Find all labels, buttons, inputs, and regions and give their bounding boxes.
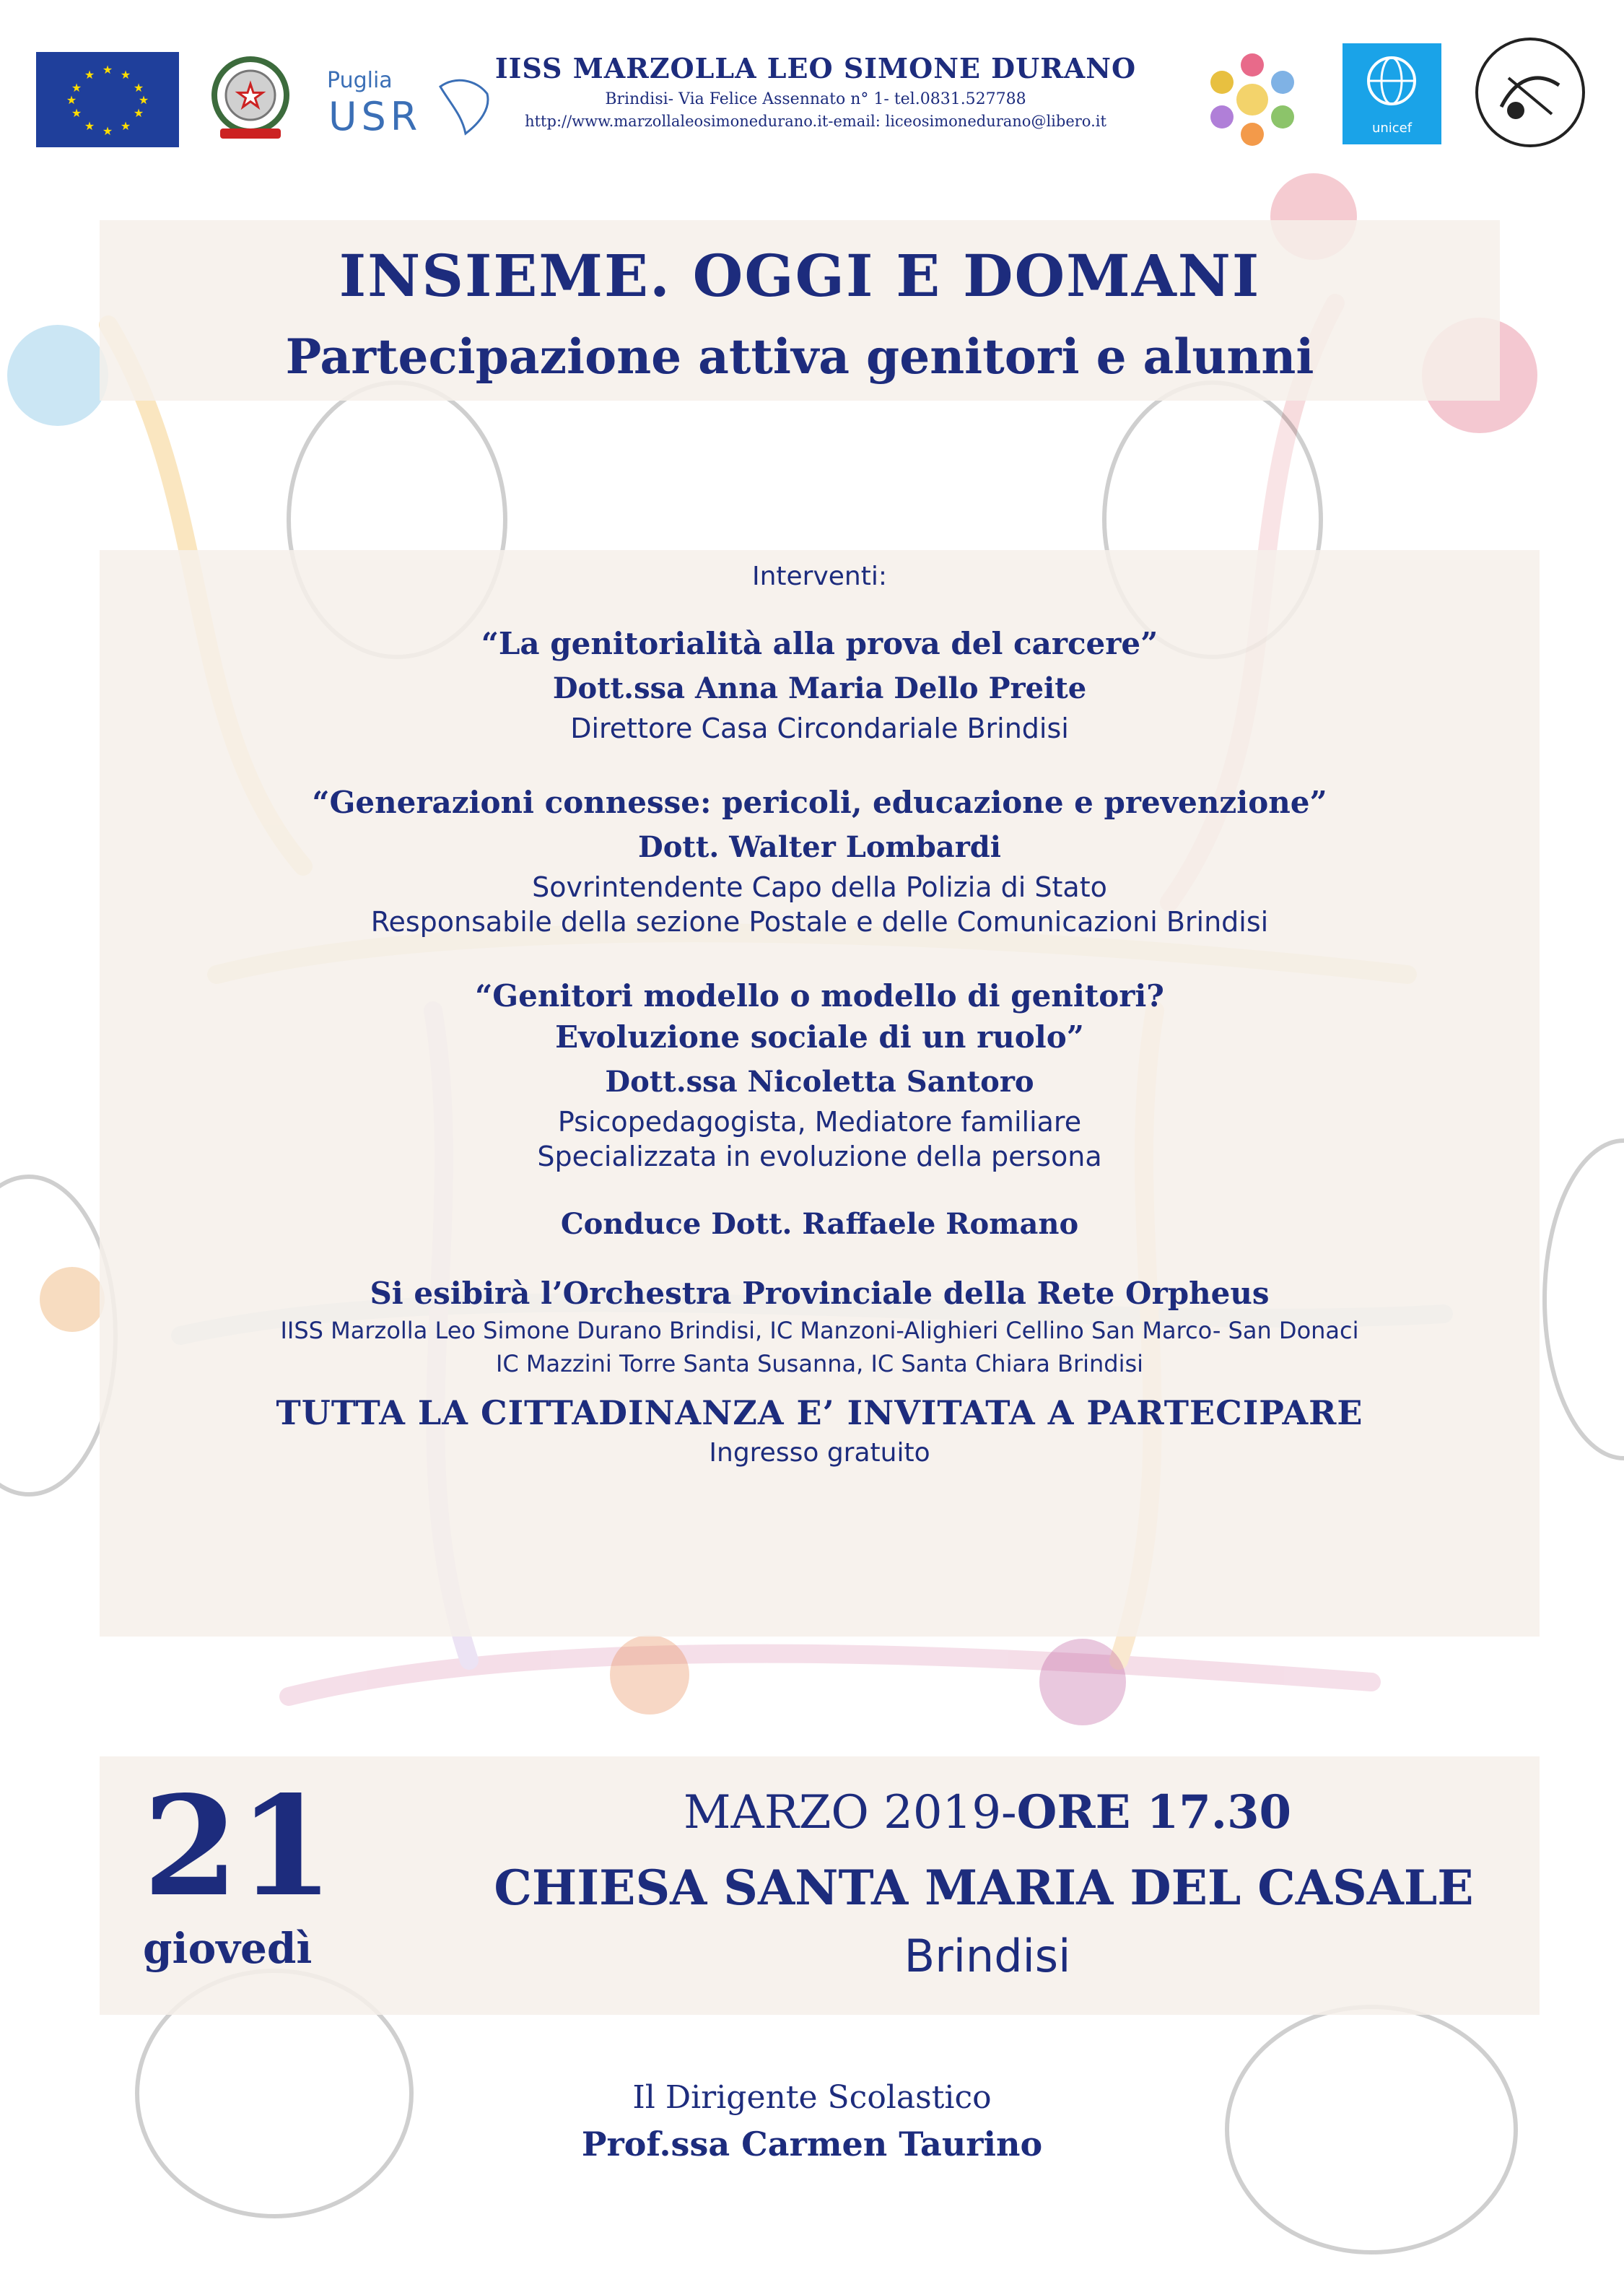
eu-stars-icon xyxy=(36,52,179,147)
school-address: Brindisi- Via Felice Assennato n° 1- tel.0831.527788 xyxy=(605,90,1026,108)
talks-list xyxy=(100,550,1540,1468)
title-band xyxy=(100,220,1500,401)
talk-role: Responsabile della sezione Postale e delle Comunicazioni Brindisi xyxy=(370,906,1269,938)
school-web-email: http://www.marzollaleosimonedurano.it-email: liceosimonedurano@libero.it xyxy=(525,113,1106,130)
talk-title: “Genitori modello o modello di genitori? xyxy=(475,978,1164,1014)
talk-speaker: Dott.ssa Anna Maria Dello Preite xyxy=(552,671,1087,705)
event-details-band xyxy=(100,1756,1540,2015)
svg-text:★: ★ xyxy=(120,119,131,133)
talks-label: Interventi: xyxy=(751,562,887,591)
entry-note: Ingresso gratuito xyxy=(709,1438,930,1468)
orchestra-schools-line: IC Mazzini Torre Santa Susanna, IC Santa Chiara Brindisi xyxy=(495,1350,1144,1377)
usr-puglia-logo xyxy=(321,65,494,144)
talk-title-continued: Evoluzione sociale di un ruolo” xyxy=(555,1019,1084,1055)
svg-text:★: ★ xyxy=(102,124,113,138)
svg-text:★: ★ xyxy=(236,78,265,115)
talk-speaker: Dott. Walter Lombardi xyxy=(638,830,1001,864)
puglia-region-icon xyxy=(437,72,494,137)
orchestra-schools-line: IISS Marzolla Leo Simone Durano Brindisi, IC Manzoni-Alighieri Cellino San Marco- San Donaci xyxy=(280,1317,1359,1344)
talk-title: “Generazioni connesse: pericoli, educazione e prevenzione” xyxy=(312,785,1327,820)
event-title: INSIEME. OGGI E DOMANI xyxy=(339,242,1261,310)
talk-role: Sovrintendente Capo della Polizia di Stato xyxy=(532,871,1107,903)
svg-text:★: ★ xyxy=(102,63,113,77)
italian-republic-emblem xyxy=(206,51,296,144)
event-datetime xyxy=(446,1785,1529,1839)
event-subtitle: Partecipazione attiva genitori e alunni xyxy=(285,328,1314,385)
invitation: TUTTA LA CITTADINANZA E’ INVITATA A PARTECIPARE xyxy=(276,1393,1363,1432)
svg-text:★: ★ xyxy=(84,68,95,82)
event-venue: CHIESA SANTA MARIA DEL CASALE xyxy=(494,1860,1474,1916)
usr-puglia-label: Puglia xyxy=(327,68,393,93)
svg-text:★: ★ xyxy=(133,106,144,120)
svg-text:★: ★ xyxy=(133,81,144,95)
talk-item xyxy=(100,978,1540,1172)
svg-text:★: ★ xyxy=(138,93,149,107)
school-name: IISS MARZOLLA LEO SIMONE DURANO xyxy=(494,52,1137,84)
rete-orpheus-logo xyxy=(1472,35,1588,150)
partecipazione-flower-logo xyxy=(1195,42,1310,157)
svg-text:★: ★ xyxy=(120,68,131,82)
unicef-globe-icon xyxy=(1363,52,1420,110)
talk-item xyxy=(100,626,1540,744)
talk-role: Specializzata in evoluzione della persona xyxy=(537,1141,1102,1172)
svg-text:★: ★ xyxy=(84,119,95,133)
event-city: Brindisi xyxy=(904,1930,1071,1982)
svg-text:★: ★ xyxy=(71,106,82,120)
eu-flag-logo xyxy=(36,52,179,147)
event-weekday: giovedì xyxy=(143,1924,313,1973)
unicef-logo xyxy=(1343,43,1441,144)
event-day: 21 xyxy=(143,1766,334,1927)
talk-item xyxy=(100,785,1540,938)
signature-role: Il Dirigente Scolastico xyxy=(632,2079,992,2116)
svg-text:★: ★ xyxy=(66,93,77,107)
talk-title: “La genitorialità alla prova del carcere” xyxy=(481,626,1158,661)
usr-label: USR xyxy=(328,94,422,139)
talk-role: Direttore Casa Circondariale Brindisi xyxy=(570,713,1069,744)
signature-block xyxy=(433,2079,1191,2164)
moderator: Conduce Dott. Raffaele Romano xyxy=(560,1207,1079,1241)
school-header xyxy=(462,52,1169,130)
orchestra-title: Si esibirà l’Orchestra Provinciale della Rete Orpheus xyxy=(370,1276,1270,1311)
event-time: ORE 17.30 xyxy=(1016,1785,1292,1839)
signature-name: Prof.ssa Carmen Taurino xyxy=(581,2125,1043,2164)
unicef-label: unicef xyxy=(1371,121,1413,136)
talk-speaker: Dott.ssa Nicoletta Santoro xyxy=(605,1065,1034,1099)
talks-band xyxy=(100,550,1540,1637)
talk-role: Psicopedagogista, Mediatore familiare xyxy=(557,1106,1082,1138)
svg-text:★: ★ xyxy=(71,81,82,95)
event-month-year: MARZO 2019- xyxy=(683,1786,1017,1839)
